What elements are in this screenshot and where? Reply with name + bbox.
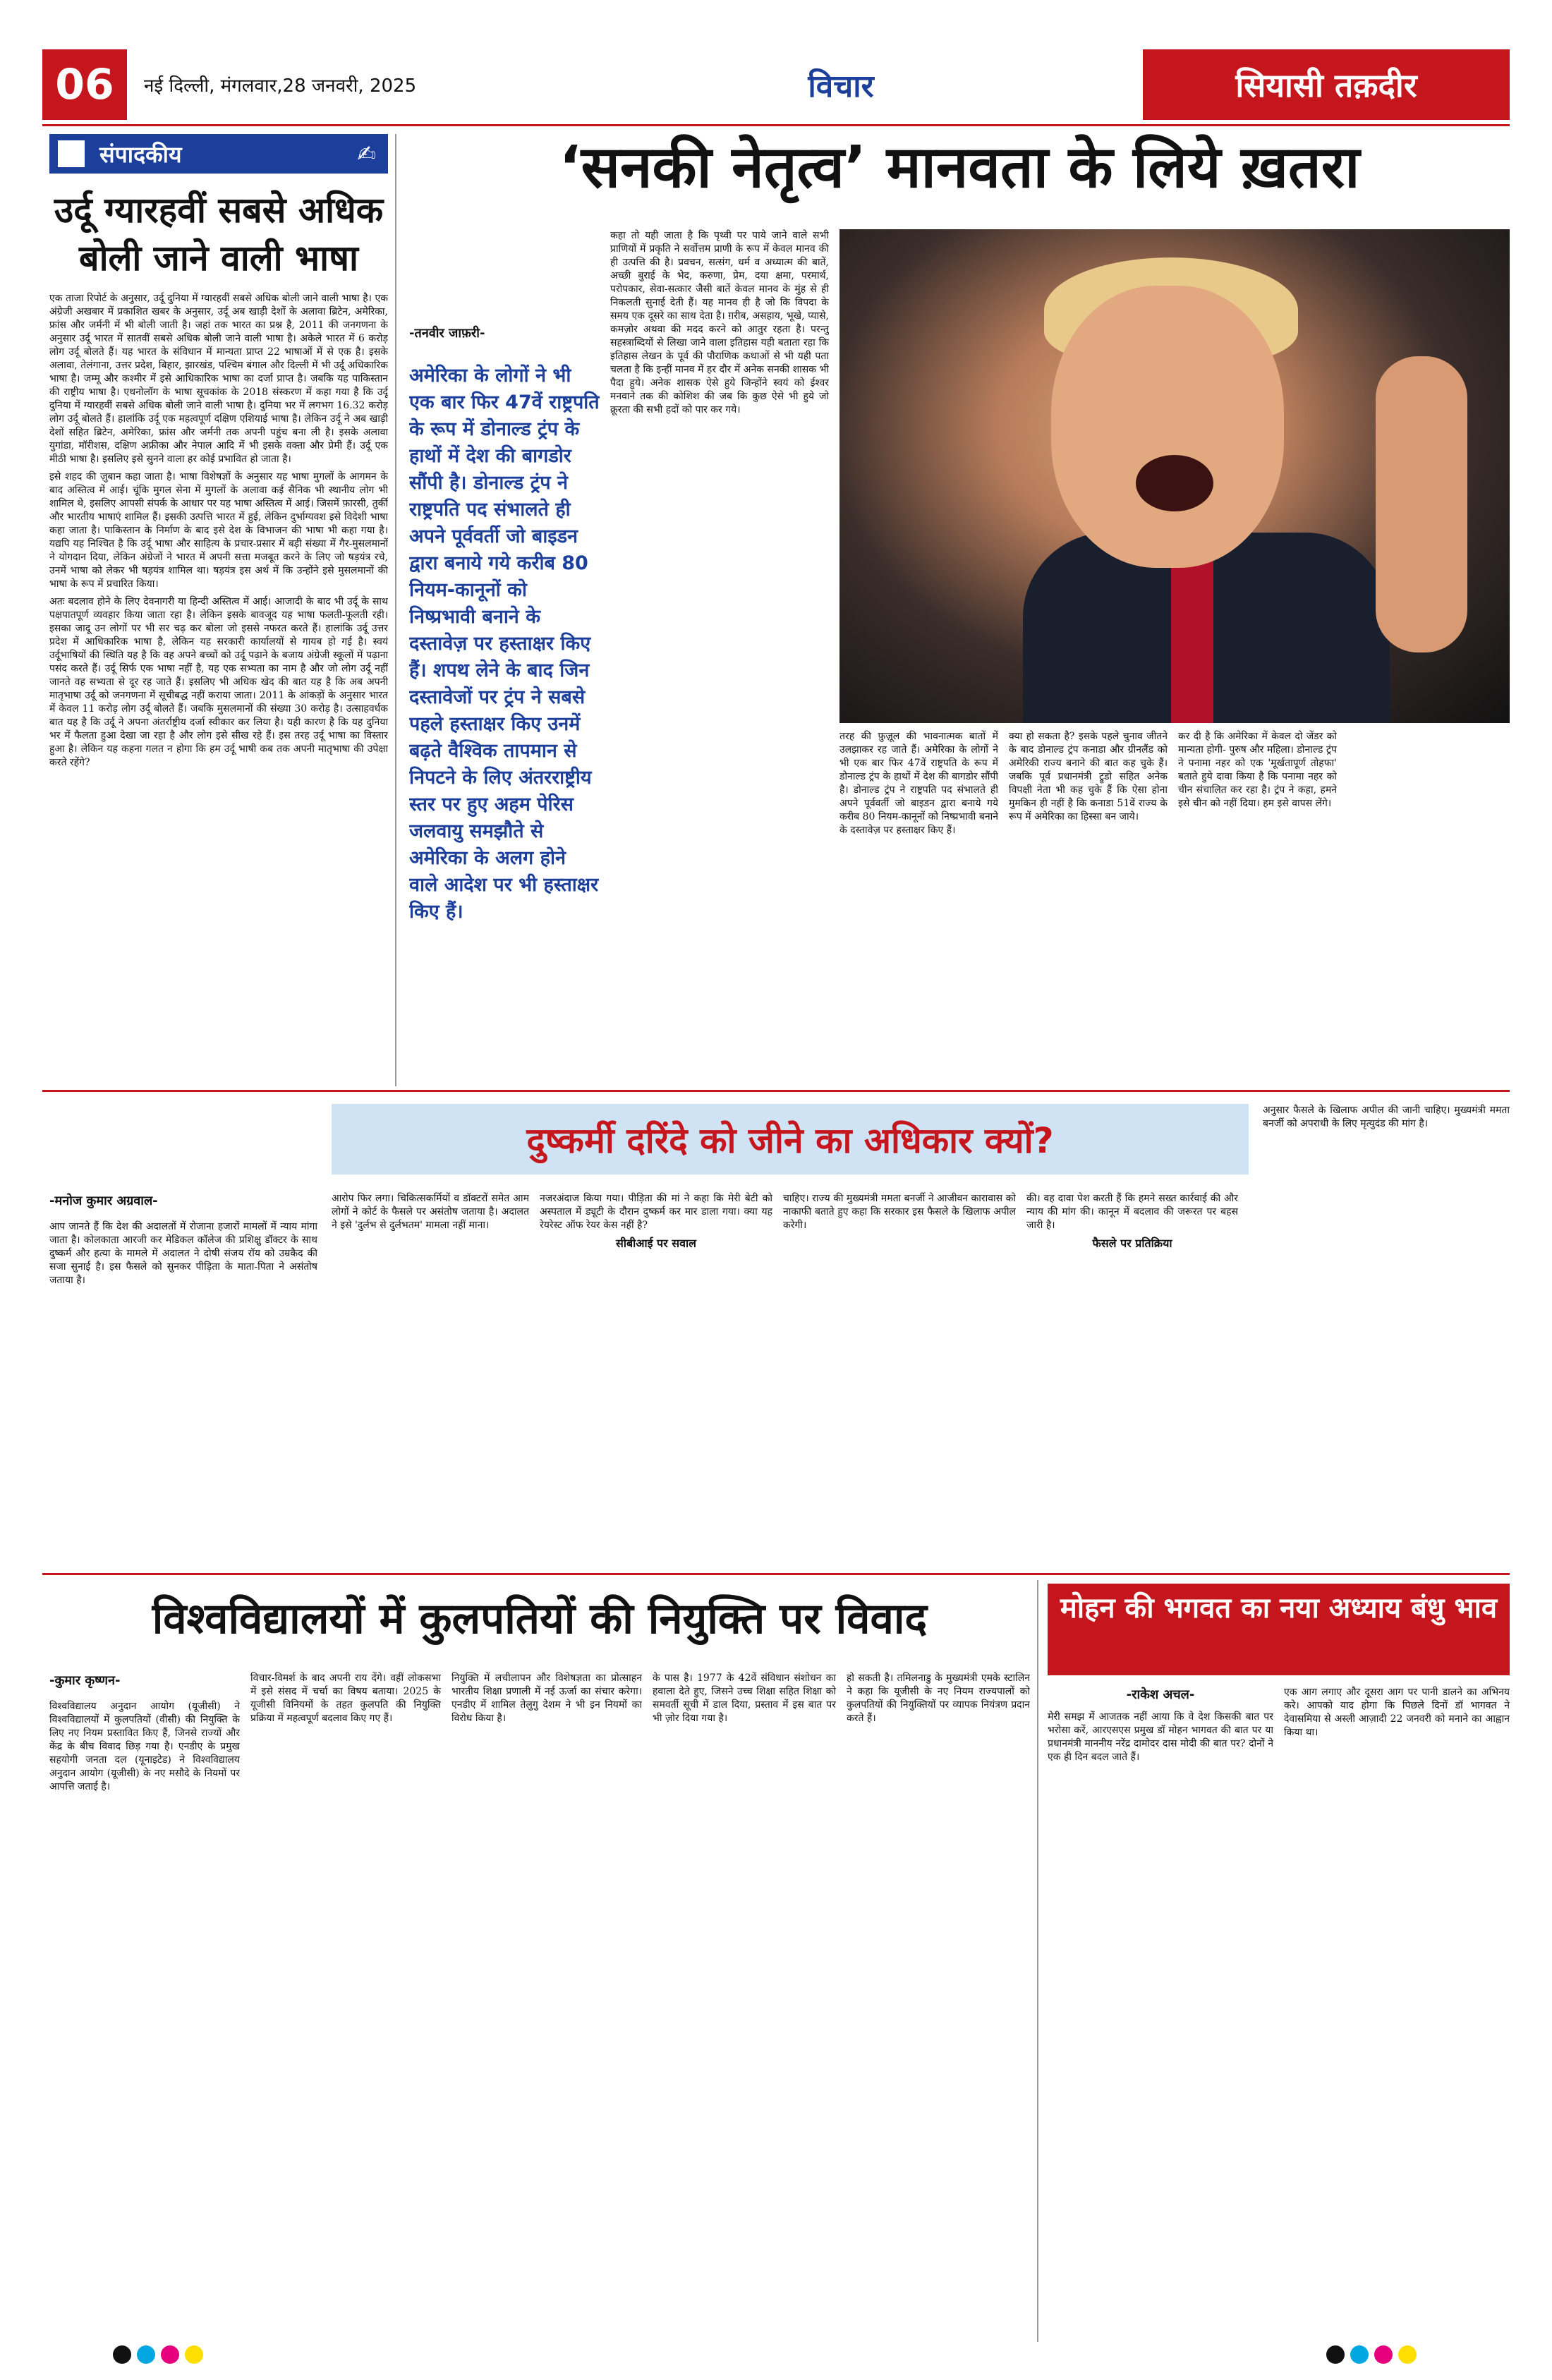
photo-mouth <box>1136 455 1213 511</box>
section-divider <box>42 1573 1510 1575</box>
editorial-tag <box>49 134 388 174</box>
lead-column-5 <box>1347 730 1510 1076</box>
story2-signoff: फैसले पर प्रतिक्रिया <box>1092 1237 1172 1250</box>
story2-column-6: अनुसार फैसले के खिलाफ अपील की जानी चाहिए। मुख्यमंत्री ममता बनर्जी को अपराधी के लिए मृत्युदंड की मांग है। <box>1263 1105 1510 1129</box>
lead-photo <box>839 229 1510 723</box>
story2-byline: -मनोज कुमार अग्रवाल- <box>49 1194 158 1208</box>
regmark-dot <box>185 2345 203 2364</box>
story3-column-5: हो सकती है। तमिलनाडु के मुख्यमंत्री एमके स्टालिन ने कहा कि यूजीसी के नए नियम राज्यपालों को कुलपतियों की नियुक्तियों पर व्यापक नियंत्रण प्रदान करते हैं। <box>847 1672 1030 1724</box>
lead-column-4: कर दी है कि अमेरिका में केवल दो जेंडर को मान्यता होगी- पुरुष और महिला। डोनाल्ड ट्रंप ने पनामा नहर को एक 'मूर्खतापूर्ण तोहफा' बताते हुये दावा किया है कि पनामा नहर को चीन संचालित कर रहा है। ट्रंप ने कहा, हमने इसे चीन को नहीं दिया। हम इसे वापस लेंगे। <box>1178 731 1337 809</box>
lead-sidebar <box>409 324 600 1072</box>
story3-byline: -कुमार कृष्णन- <box>49 1673 121 1688</box>
registration-marks-right <box>1326 2345 1417 2365</box>
story2-column-3 <box>540 1192 772 1566</box>
editorial-tag-label: संपादकीय <box>99 140 182 168</box>
regmark-dot <box>1374 2345 1393 2364</box>
story3-column-2: विचार-विमर्श के बाद अपनी राय देंगे। वहीं लोकसभा में इसे संसद में चर्चा का विषय बताया। 2025 के यूजीसी विनियमों के तहत कुलपति की नियुक्ति प्रक्रिया में महत्वपूर्ण बदलाव किए गए हैं। <box>250 1672 441 1724</box>
story4-column-2: एक आग लगाए और दूसरा आग पर पानी डालने का अभिनय करे। आपको याद होगा कि पिछले दिनों डॉ भागवत ने देवासमिया से अस्ली आज़ादी 22 जनवरी को मनाने का आह्वान किया था। <box>1284 1687 1510 1738</box>
editorial-body <box>49 292 388 1061</box>
story3-column-3: नियुक्ति में लचीलापन और विशेषज्ञता का प्रोत्साहन भारतीय शिक्षा प्रणाली में नई ऊर्जा का संचार करेगा। एनडीए में शामिल तेलुगु देशम ने भी इन नियमों का विरोध किया है। <box>451 1672 642 1724</box>
header-divider <box>42 124 1510 126</box>
lead-headline: ‘सनकी नेतृत्व’ मानवता के लिये ख़तरा <box>559 134 1360 201</box>
editorial-paragraph: अतः बदलाव होने के लिए देवनागरी या हिन्दी अस्तित्व में आई। आजादी के बाद भी उर्दू के साथ पक्षपातपूर्ण व्यवहार किया जाता रहा है। लेकिन इसके बावजूद यह भाषा फलती-फूलती रही। इसका जादू उन लोगों पर भी सर चढ़ कर बोला जो इससे नफरत करते हैं। हालांकि उर्दू उत्तर प्रदेश में आधिकारिक भाषा है, लेकिन यह सरकारी कार्यालयों से गायब हो गई है। स्वयं उर्दूभाषियों की स्थिति यह है कि वह अपने बच्चों को उर्दू पढ़ाने के बजाय अंग्रेजी स्कूलों में पढ़ाना पसंद करते हैं। उर्दू सिर्फ एक भाषा नहीं है, यह एक सभ्यता का नाम है और जो लोग उर्दू नहीं जानते वह सभ्यता से दूर रह जाते हैं। इसलिए भी अधिक खेद की बात यह है कि अब अपनी मातृभाषा उर्दू को जनगणना में सूचीबद्ध नहीं कराया जाता। 2011 के आंकड़ों के अनुसार भारत में केवल 11 करोड़ लोग उर्दू बोलते हैं। जबकि मुसलमानों की संख्या 30 करोड़ है। उत्साहवर्धक बात यह है कि उर्दू ने अपना अंतर्राष्ट्रीय दर्जा स्वीकार कर लिया है। यही कारण है कि यह दुनिया भर में फैलता हुआ देखा जा रहा है और लोग इसे सीख रहे हैं। इस तरह उर्दू भाषा का विस्तार हुआ है। लेकिन यह कहना गलत न होगा कि हम उर्दू भाषी कब तक अपनी मातृभाषा की उपेक्षा करते रहेंगे? <box>49 596 388 768</box>
editorial-section <box>49 134 388 1086</box>
story2-column-5-text: की। वह दावा पेश करती हैं कि हमने सख्त कार्रवाई की और न्याय की मांग की। कानून में बदलाव की जरूरत पर बहस जारी है। <box>1026 1193 1238 1231</box>
brand-banner: सियासी तक़दीर <box>1143 49 1510 120</box>
story2-column-2: आरोप फिर लगा। चिकित्सकर्मियों व डॉक्टरों समेत आम लोगों ने कोर्ट के फैसले पर असंतोष जताया है। अदालत ने इसे 'दुर्लभ से दुर्लभतम' मामला नहीं माना। <box>332 1193 529 1231</box>
quill-icon: ✍ <box>357 140 376 167</box>
editorial-paragraph: एक ताजा रिपोर्ट के अनुसार, उर्दू दुनिया में ग्यारहवीं सबसे अधिक बोली जाने वाली भाषा है। एक अंग्रेजी अखबार में प्रकाशित खबर के अनुसार, उर्दू अब खाड़ी देशों के अलावा ब्रिटेन, अमेरिका, फ्रांस और जर्मनी में भी बोली जाती है। जहां तक भारत का प्रश्न है, 2011 की जनगणना के अनुसार उर्दू भारत में सातवीं सबसे अधिक बोली जाने वाली भाषा है। अकेले भारत में 6 करोड़ लोग उर्दू बोलते हैं। यह भारत के संविधान में मान्यता प्राप्त 22 भाषाओं में से एक है। इसके अलावा, तेलंगाना, उत्तर प्रदेश, बिहार, झारखंड, पश्चिम बंगाल और दिल्ली में भी उर्दू अधिकारिक भाषा है। जम्मू और कश्मीर में इसे आधिकारिक भाषा का दर्जा प्राप्त है। जबकि यह पाकिस्तान की राष्ट्रीय भाषा है। एथनोलॉग के भाषा सूचकांक के 2018 संस्करण में कहा गया है कि उर्दू दुनिया में ग्यारहवीं सबसे अधिक बोली जाने वाली भाषा है। दुनिया भर में लगभग 16.32 करोड़ लोग उर्दू बोलते हैं। हालांकि उर्दू एक महत्वपूर्ण दक्षिण एशियाई भाषा है। लेकिन उर्दू ने अब खाड़ी देशों सहित ब्रिटेन, अमेरिका, फ्रांस और जर्मनी तक अपनी पहुंच बना ली है। इसके अलावा युगांडा, मॉरीशस, दक्षिण अफ्रीका और नेपाल आदि में भी इसके वक्ता और प्रेमी हैं। उर्दू एक मीठी भाषा है। इसलिए इसे सुनने वाला हर कोई प्रभावित हो जाता है। <box>49 293 388 465</box>
lead-pullquote: अमेरिका के लोगों ने भी एक बार फिर 47वें राष्ट्रपति के रूप में डोनाल्ड ट्रंप के हाथों में देश की बागडोर सौंपी है। डोनाल्ड ट्रंप ने राष्ट्रपति पद संभालते ही अपने पूर्ववर्ती जो बाइडन द्वारा बनाये गये करीब 80 नियम-कानूनों को निष्प्रभावी बनाने के दस्तावेज़ पर हस्ताक्षर किए हैं। शपथ लेने के बाद जिन दस्तावेजों पर ट्रंप ने सबसे पहले हस्ताक्षर किए उनमें बढ़ते वैश्विक तापमान से निपटने के लिए अंतरराष्ट्रीय स्तर पर हुए अहम पेरिस जलवायु समझौते से अमेरिका के अलग होने वाले आदेश पर भी हस्ताक्षर किए हैं। <box>409 365 600 923</box>
story4-column-1: मेरी समझ में आजतक नहीं आया कि वे देश किसकी बात पर भरोसा करें, आरएसएस प्रमुख डॉ मोहन भागवत की बात पर या प्रधानमंत्री माननीय नरेंद्र दामोदर दास मोदी की बात पर? दोनों ने एक ही दिन बदल जाते हैं। <box>1048 1711 1273 1763</box>
regmark-dot <box>1326 2345 1345 2364</box>
regmark-dot <box>1350 2345 1369 2364</box>
section-divider <box>42 1090 1510 1092</box>
story2-column-3-text: नजरअंदाज किया गया। पीड़िता की मां ने कहा कि मेरी बेटी को अस्पताल में ड्यूटी के दौरान दुष्कर्म कर मार डाला गया। क्या यह रेयरेस्ट ऑफ रेयर केस नहीं है? <box>540 1193 772 1231</box>
editorial-paragraph: इसे शहद की ज़ुबान कहा जाता है। भाषा विशेषज्ञों के अनुसार यह भाषा मुगलों के आगमन के बाद अस्तित्व में आई। चूंकि मुगल सेना में मुगलों के अलावा कई सैनिक भी स्थानीय लोग भी शामिल थे, इसलिए आपसी संपर्क के आधार पर यह भाषा अस्तित्व में आई। जिसमें फ़ारसी, तुर्की और भारतीय भाषाएं शामिल हैं। इसकी उत्पत्ति भारत में हुई, लेकिन दुर्भाग्यवश इसे विदेशी भाषा कहा जाता है। पाकिस्तान के निर्माण के बाद इसे देश के विभाजन की भाषा भी कहा गया है। यद्यपि यह निश्चित है कि उर्दू भाषा और साहित्य के प्रचार-प्रसार में बड़ी संख्या में गैर-मुसलमानों ने योगदान दिया, लेकिन अंग्रेजों ने भारत में अपनी सत्ता मजबूत करने के लिए जो षड़यंत्र रचे, उनमें भाषा को लेकर भी षड़यंत्र शामिल था। षड़यंत्र इस अर्थ में कि उन्होंने इसे मुसलमानों की भाषा के रूप में प्रचारित किया। <box>49 471 388 590</box>
regmark-dot <box>113 2345 131 2364</box>
story2-column-5 <box>1026 1192 1238 1566</box>
masthead <box>42 49 1510 120</box>
lead-column-3: क्या हो सकता है? इसके पहले चुनाव जीतने के बाद डोनाल्ड ट्रंप कनाडा और ग्रीनलैंड को अमेरिकी राज्य बनाने की बात कह चुके हैं। जबकि पूर्व प्रधानमंत्री ट्रूडो सहित अनेक विपक्षी नेता भी कह चुके हैं कि ऐसा होना मुमकिन ही नहीं है कि कनाडा 51वें राज्य के रूप में अमेरिका का हिस्सा बन जाये। <box>1009 731 1168 822</box>
regmark-dot <box>161 2345 179 2364</box>
registration-marks-left <box>113 2345 203 2365</box>
lead-column-1: कहा तो यही जाता है कि पृथ्वी पर पाये जाने वाले सभी प्राणियों में प्रकृति ने सर्वोत्तम प्राणी के रूप में केवल मानव की ही उत्पत्ति की है। प्रवचन, सत्संग, धर्म व अध्यात्म की बातें, अच्छी बुराई के भेद, करुणा, प्रेम, दया क्षमा, परमार्थ, परोपकार, सेवा-सत्कार जैसी बातें केवल मानव के मुंह से ही निकलती सुनाई देती हैं। यह मानव ही है जो कि विपदा के समय एक दूसरे का साथ देता है। ग़रीब, असहाय, भूखे, प्यासे, कमज़ोर अथवा की मदद करने को आतुर रहता है। परन्तु सहस्त्राब्दियों से लिखा जाने वाला इतिहास यही बताता रहा कि इतिहास लेखन के पूर्व की पौराणिक कथाओं से भी यही पता चलता है कि इन्हीं मानव में हर दौर में अनेक सनकी शासक भी पैदा हुये। अनेक शासक ऐसे हुये जिन्होंने स्वयं को ईश्वर मनवाने तक की कोशिश की जब कि कुछ ऐसे भी हुये जो क्रूरता की सभी हदों को पार कर गये। <box>610 230 829 415</box>
story3-headline: विश्वविद्यालयों में कुलपतियों की नियुक्ति पर विवाद <box>152 1594 928 1644</box>
story3-column-1: विश्वविद्यालय अनुदान आयोग (यूजीसी) ने विश्वविद्यालयों में कुलपतियों (वीसी) की नियुक्ति के लिए नए नियम प्रस्तावित किए हैं, जिनसे राज्यों और केंद्र के बीच विवाद छिड़ गया है। एनडीए के प्रमुख सहयोगी जनता दल (यूनाइटेड) ने विश्वविद्यालय अनुदान आयोग (यूजीसी) के नए मसौदे के नियमों पर आपत्ति जताई है। <box>49 1701 240 1792</box>
lead-column-2: तरह की फ़ुज़ूल की भावनात्मक बातों में उलझाकर रह जाते हैं। अमेरिका के लोगों ने भी एक बार फिर 47वें राष्ट्रपति के रूप में डोनाल्ड ट्रंप के हाथों में देश की बागडोर सौंपी है। डोनाल्ड ट्रंप ने राष्ट्रपति पद संभालते ही अपने पूर्ववर्ती जो बाइडन द्वारा बनाये गये करीब 80 नियम-कानूनों को निष्प्रभावी बनाने के दस्तावेज़ पर हस्ताक्षर किए हैं। <box>839 731 998 836</box>
story3-column-4: के पास है। 1977 के 42वें संविधान संशोधन का हवाला देते हुए, जिसने उच्च शिक्षा सहित शिक्षा को समवर्ती सूची में डाल दिया, प्रस्ताव में इस बात पर भी ज़ोर दिया गया है। <box>653 1672 836 1724</box>
column-divider <box>1037 1580 1038 2342</box>
page-number: 06 <box>42 49 127 120</box>
editorial-headline: उर्दू ग्यारहवीं सबसे अधिक बोली जाने वाली भाषा <box>54 190 384 279</box>
photo-tie <box>1171 561 1213 723</box>
story2-headline: दुष्कर्मी दरिंदे को जीने का अधिकार क्यों? <box>332 1104 1249 1174</box>
story2-subhead: सीबीआई पर सवाल <box>616 1237 696 1250</box>
dateline: नई दिल्ली, मंगलवार,28 जनवरी, 2025 <box>144 75 417 97</box>
square-icon <box>56 138 87 169</box>
column-divider <box>395 134 396 1086</box>
photo-hand <box>1376 356 1467 652</box>
story2-column-1: आप जानते हैं कि देश की अदालतों में रोजाना हजारों मामलों में न्याय मांगा जाता है। कोलकाता आरजी कर मेडिकल कॉलेज की प्रशिक्षु डॉक्टर के साथ दुष्कर्म और हत्या के मामले में अदालत ने दोषी संजय रॉय को उम्रकैद की सजा सुनाई है। इस फैसले को सुनकर पीड़िता के माता-पिता ने असंतोष जताया है। <box>49 1221 317 1286</box>
story4-byline: -राकेश अचल- <box>1126 1687 1195 1702</box>
lead-byline: -तनवीर जाफ़री- <box>409 326 485 341</box>
regmark-dot <box>1398 2345 1417 2364</box>
section-title: विचार <box>808 68 874 104</box>
story2-column-4: चाहिए। राज्य की मुख्यमंत्री ममता बनर्जी ने आजीवन कारावास को नाकाफी बताते हुए कहा कि सरकार इस फैसले के खिलाफ अपील करेगी। <box>783 1193 1016 1231</box>
regmark-dot <box>137 2345 155 2364</box>
photo-face <box>1051 286 1284 568</box>
story4-headline: मोहन की भगवत का नया अध्याय बंधु भाव <box>1048 1584 1510 1675</box>
